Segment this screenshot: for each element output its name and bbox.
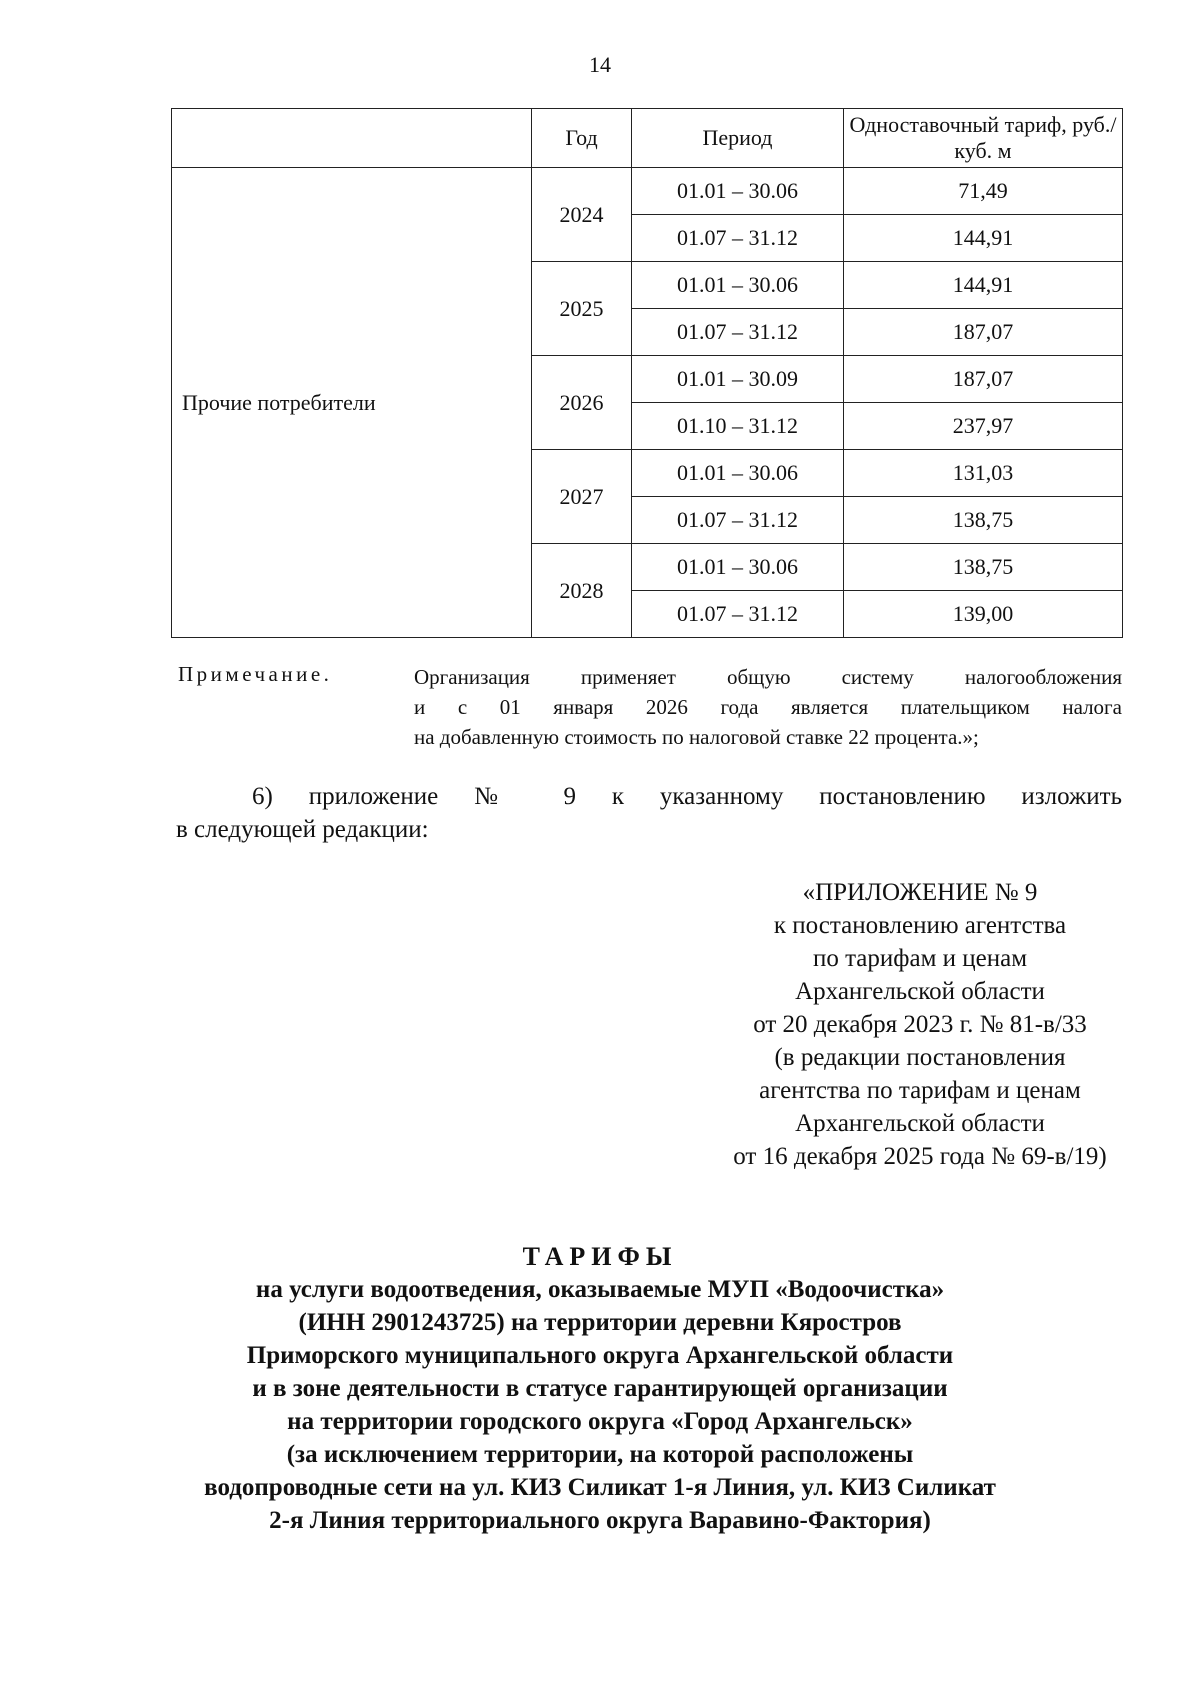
header-consumer: [172, 109, 532, 168]
appendix-line: от 20 декабря 2023 г. № 81-в/33: [753, 1011, 1087, 1038]
tariff-cell: 144,91: [844, 262, 1123, 309]
title-line: (за исключением территории, на которой расположены: [286, 1441, 914, 1468]
period-cell: 01.07 – 31.12: [632, 309, 844, 356]
tariff-cell: 131,03: [844, 450, 1123, 497]
year-cell: 2027: [532, 450, 632, 544]
tariff-cell: 187,07: [844, 309, 1123, 356]
title-line: (ИНН 2901243725) на территории деревни Кяростров: [298, 1309, 902, 1336]
consumer-cell: Прочие потребители: [172, 168, 532, 638]
period-cell: 01.07 – 31.12: [632, 215, 844, 262]
tariff-cell: 139,00: [844, 591, 1123, 638]
tariff-cell: 187,07: [844, 356, 1123, 403]
appendix-line: по тарифам и ценам: [812, 945, 1028, 972]
amendment-line: в следующей редакции:: [176, 816, 429, 843]
title-line: Приморского муниципального округа Архангельской области: [246, 1342, 954, 1369]
period-cell: 01.10 – 31.12: [632, 403, 844, 450]
amendment-item-6: [176, 780, 1122, 846]
appendix-line: Архангельской области: [795, 978, 1045, 1005]
header-tariff: Одноставочный тариф, руб./куб. м: [844, 109, 1123, 168]
table-header-row: [172, 109, 1123, 168]
tariff-table: [171, 108, 1123, 638]
note-line: на добавленную стоимость по налоговой ставке 22 процента.»;: [414, 725, 979, 749]
period-cell: 01.07 – 31.12: [632, 591, 844, 638]
appendix-line: «ПРИЛОЖЕНИЕ № 9: [802, 879, 1038, 906]
year-cell: 2028: [532, 544, 632, 638]
appendix-line: (в редакции постановления: [774, 1044, 1066, 1071]
tariff-cell: 138,75: [844, 497, 1123, 544]
note-line: Организация применяет общую систему налогообложения: [414, 665, 1122, 689]
year-cell: 2025: [532, 262, 632, 356]
note-line: и с 01 января 2026 года является плательщиком налога: [414, 695, 1122, 719]
year-cell: 2026: [532, 356, 632, 450]
title-line: 2-я Линия территориального округа Варавино-Фактория): [269, 1507, 931, 1534]
tariff-cell: 144,91: [844, 215, 1123, 262]
document-title: [0, 1240, 1200, 1537]
period-cell: 01.01 – 30.09: [632, 356, 844, 403]
title-line: водопроводные сети на ул. КИЗ Силикат 1-я Линия, ул. КИЗ Силикат: [204, 1474, 996, 1501]
header-period: Период: [632, 109, 844, 168]
appendix-line: к постановлению агентства: [773, 912, 1067, 939]
appendix-line: от 16 декабря 2025 года № 69-в/19): [733, 1143, 1107, 1170]
period-cell: 01.01 – 30.06: [632, 168, 844, 215]
table-row: [172, 168, 1123, 215]
period-cell: 01.01 – 30.06: [632, 450, 844, 497]
title-line: и в зоне деятельности в статусе гарантирующей организации: [252, 1375, 948, 1402]
note-text: [414, 662, 1122, 752]
note-label: Примечание.: [178, 662, 333, 686]
appendix-line: Архангельской области: [795, 1110, 1045, 1137]
page-number: 14: [589, 52, 611, 77]
year-cell: 2024: [532, 168, 632, 262]
tariff-cell: 138,75: [844, 544, 1123, 591]
tariff-cell: 71,49: [844, 168, 1123, 215]
header-year: Год: [532, 109, 632, 168]
title-line: на территории городского округа «Город Архангельск»: [287, 1408, 913, 1435]
amendment-line: 6) приложение № 9 к указанному постановлению изложить: [252, 783, 1122, 810]
period-cell: 01.07 – 31.12: [632, 497, 844, 544]
period-cell: 01.01 – 30.06: [632, 262, 844, 309]
appendix-header: [700, 876, 1140, 1173]
tariff-cell: 237,97: [844, 403, 1123, 450]
appendix-line: агентства по тарифам и ценам: [759, 1077, 1081, 1104]
period-cell: 01.01 – 30.06: [632, 544, 844, 591]
title-heading: ТАРИФЫ: [522, 1242, 678, 1271]
title-line: на услуги водоотведения, оказываемые МУП «Водоочистка»: [255, 1276, 945, 1303]
